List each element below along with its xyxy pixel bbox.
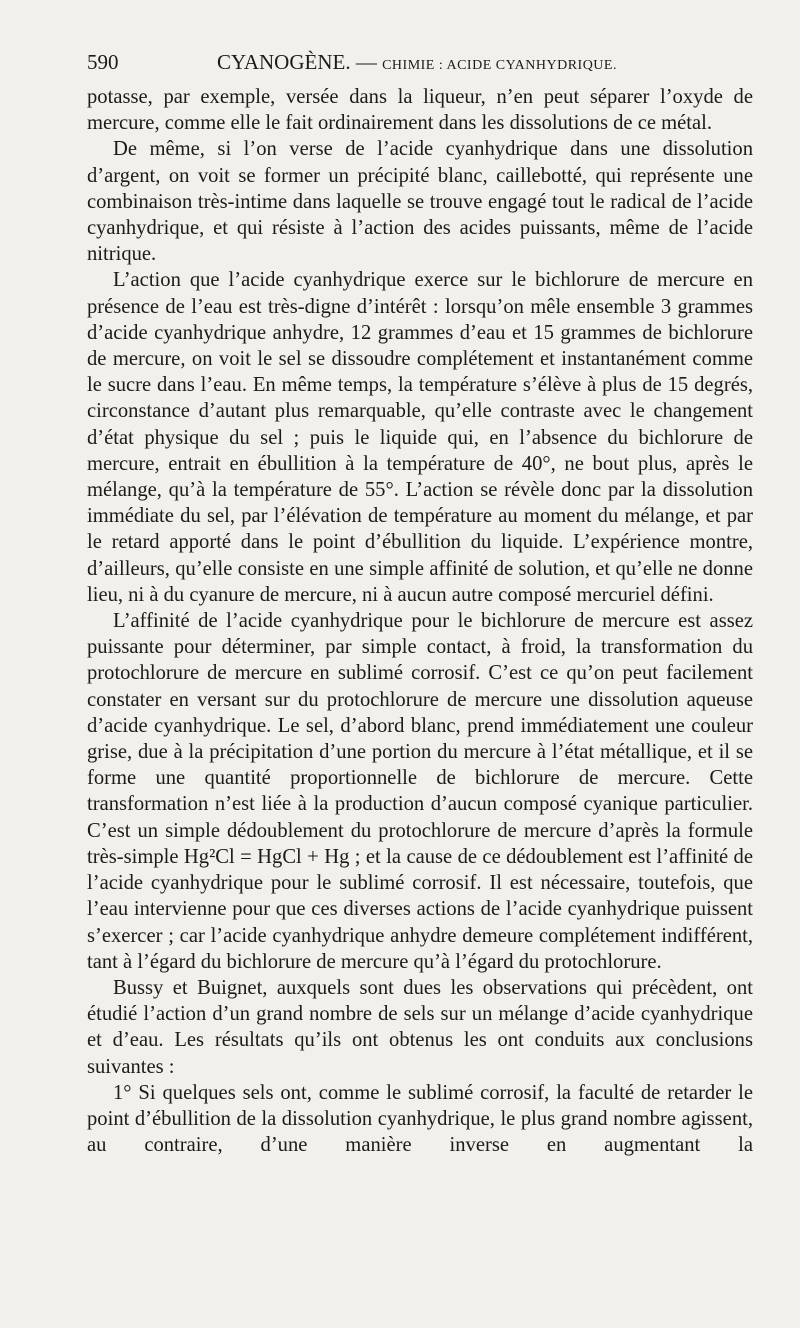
paragraph-affinity: L’affinité de l’acide cyanhydrique pour le bichlorure de mercure est assez puissante pour déterminer, par simple contact, à froid, la transformation du protochlorure de mercure en sublimé corrosif. C’est ce qu’on peut facilement constater en versant sur du protochlorure de mercure une dissolution aqueuse d’acide cyanhydrique. Le sel, d’abord blanc, prend immédiatement une couleur grise, due à la précipitation d’une portion du mercure à l’état métallique, et il se forme une quantité proportionnelle de bichlorure de mercure. Cette transformation n’est liée à la production d’aucun composé cyanique particulier. C’est un simple dédoublement du protochlorure de mercure d’après la formule très-simple Hg²Cl = HgCl + Hg ; et la cause de ce dédoublement est l’affinité de l’acide cyanhydrique pour le sublimé corrosif. Il est nécessaire, toutefois, que l’eau intervienne pour que ces diverses actions de l’acide cyanhydrique puissent s’exercer ; car l’acide cyanhydrique anhydre demeure complétement indifférent, tant à l’égard du bichlorure de mercure qu’à l’égard du protochlorure. — [87, 610, 753, 973]
paragraph-conclusion-1: 1° Si quelques sels ont, comme le sublimé corrosif, la faculté de retarder le point d’ébullition de la dissolution cyanhydrique, le plus grand nombre agissent, au contraire, d’une manière inverse en augmentant la — [87, 1081, 753, 1157]
paragraph-continuation: potasse, par exemple, versée dans la liqueur, n’en peut séparer l’oxyde de mercure, comme elle le fait ordinairement dans les dissolutions de ce métal. — [87, 86, 753, 135]
paragraph-bussy-buignet: Bussy et Buignet, auxquels sont dues les observations qui précèdent, ont étudié l’action d’un grand nombre de sels sur un mélange d’acide cyanhydrique et d’eau. Les résultats qu’ils ont obtenus les ont conduits aux conclusions suivantes : — [87, 976, 753, 1078]
page-number: 590 — [87, 50, 119, 74]
page-header — [87, 46, 753, 78]
running-title: CYANOGÈNE. — — [217, 50, 383, 74]
paragraph-silver-precipitate: De même, si l’on verse de l’acide cyanhydrique dans une dissolution d’argent, on voit se former un précipité blanc, caillebotté, qui représente une combinaison très-intime dans laquelle se trouve engagé tout le radical de l’acide cyanhydrique, et qui résiste à l’action des acides puissants, même de l’acide nitrique. — [87, 138, 753, 266]
running-subtitle: CHIMIE : ACIDE CYANHYDRIQUE. — [382, 58, 617, 73]
paragraph-bichloride-action: L’action que l’acide cyanhydrique exerce sur le bichlorure de mercure en présence de l’eau est très-digne d’intérêt : lorsqu’on mêle ensemble 3 grammes d’acide cyanhydrique anhydre, 12 grammes d’eau et 15 grammes de bichlorure de mercure, on voit le sel se dissoudre complétement et instantanément comme le sucre dans l’eau. En même temps, la température s’élève à plus de 15 degrés, circonstance d’autant plus remarquable, qu’elle contraste avec le changement d’état physique du sel ; puis le liquide qui, en l’absence du bichlorure de mercure, entrait en ébullition à la température de 40°, ne bout plus, après le mélange, qu’à la température de 55°. L’action se révèle donc par la dissolution immédiate du sel, par l’élévation de température au moment du mélange, et par le retard apporté dans le point d’ébullition du liquide. L’expérience montre, d’ailleurs, qu’elle consiste en une simple affinité de solution, et qu’elle ne donne lieu, ni à du cyanure de mercure, ni à aucun autre composé mercuriel défini. — [87, 269, 753, 606]
body-text — [87, 84, 753, 1158]
running-head — [217, 46, 617, 82]
